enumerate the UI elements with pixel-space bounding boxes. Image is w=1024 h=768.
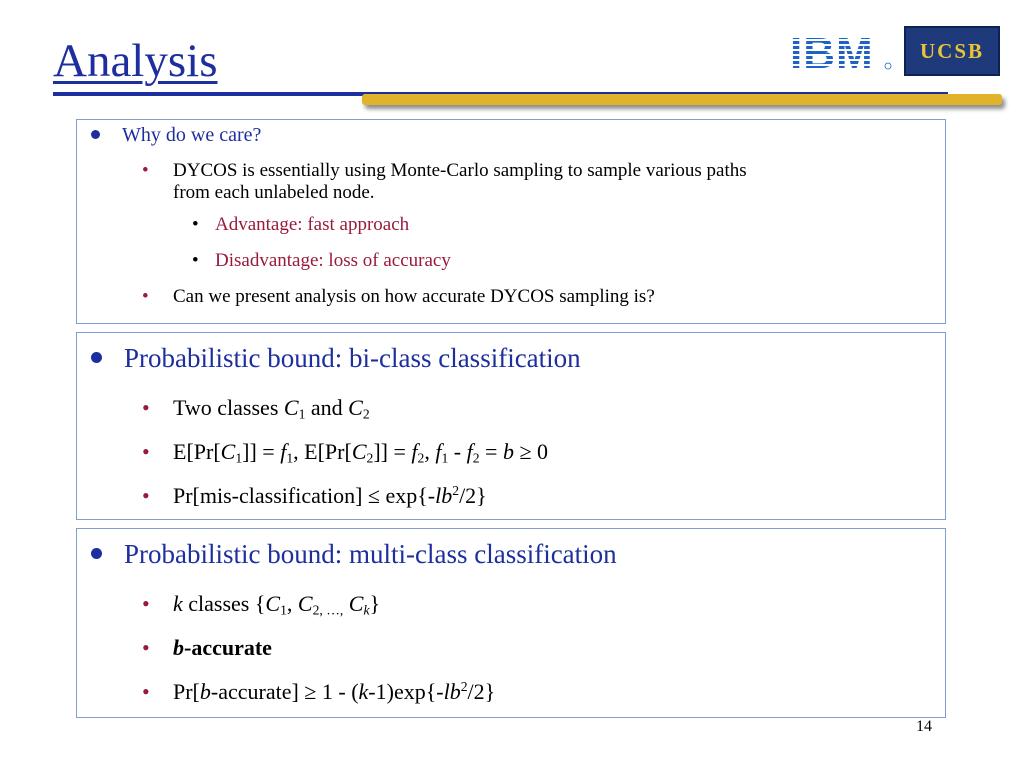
- bullet-dycos-sampling: [142, 160, 747, 204]
- misclassification-formula: Pr[mis-classification] ≤ $\exp\{-lb^2/2\}$: [173, 482, 487, 508]
- dycos-sampling-text: [173, 160, 747, 204]
- ucsb-logo-text: UCSB: [919, 38, 985, 63]
- b-accurate-formula: Pr[b-accurate] ≥ $1 - (k-1)\exp\{-lb^2/2\}$: [173, 678, 496, 704]
- slide-title: Analysis: [53, 35, 218, 87]
- multi-class-heading: Probabilistic bound: multi-class classification: [124, 539, 617, 569]
- bullet-marker: •: [192, 250, 199, 271]
- bullet-accuracy-question: [142, 286, 655, 308]
- bullet-marker: •: [142, 439, 150, 464]
- ibm-logo-text: IBM: [790, 29, 874, 76]
- expectation-formula: $E[Pr[C_1]] = f_1$, $E[Pr[C_2]] = f_2$, $f_1 - f_2 = b \ge 0$: [173, 439, 549, 466]
- bullet-misclassification: [142, 483, 487, 509]
- bullet-k-classes: [142, 591, 380, 617]
- bullet-dot: [91, 130, 100, 139]
- bullet-marker: •: [142, 160, 149, 181]
- ibm-logo: [788, 26, 894, 76]
- bullet-two-classes: [142, 395, 370, 421]
- bullet-disadvantage: [192, 250, 451, 272]
- bullet-marker: •: [192, 214, 199, 235]
- two-classes-text: Two classes $C_1$ and $C_2$: [173, 395, 370, 422]
- bullet-dot: [91, 352, 102, 363]
- accuracy-question-text: Can we present analysis on how accurate DYCOS sampling is?: [173, 286, 655, 307]
- bullet-multi-class: [91, 539, 617, 570]
- page-number: 14: [916, 718, 932, 735]
- bullet-marker: •: [142, 591, 150, 616]
- bullet-marker: •: [142, 395, 150, 420]
- multi-class-box: [76, 528, 946, 718]
- bullet-marker: •: [142, 483, 150, 508]
- bullet-why-care: [91, 124, 261, 147]
- bullet-marker: •: [142, 635, 150, 660]
- bullet-bi-class: [91, 343, 581, 374]
- advantage-text: Advantage: fast approach: [215, 214, 410, 235]
- bullet-expectation: [142, 439, 548, 465]
- k-classes-text: k classes {$C_1$, $C_{2, \dots,}$ $C_k$}: [173, 591, 381, 618]
- disadvantage-text: Disadvantage: loss of accuracy: [215, 250, 451, 271]
- b-accurate-text: b-accurate: [173, 635, 272, 660]
- why-care-heading: Why do we care?: [122, 124, 262, 146]
- bi-class-heading: Probabilistic bound: bi-class classification: [124, 343, 581, 373]
- bullet-advantage: [192, 214, 409, 236]
- title-rule-gold: [362, 94, 1002, 105]
- dycos-line2: from each unlabeled node.: [173, 182, 375, 203]
- dycos-line1: DYCOS is essentially using Monte-Carlo sampling to sample various paths: [173, 160, 747, 181]
- bullet-b-accurate: [142, 635, 272, 661]
- why-care-box: [76, 119, 946, 324]
- bi-class-box: [76, 332, 946, 520]
- ucsb-logo: [904, 26, 1000, 76]
- bullet-b-accurate-bound: [142, 679, 495, 705]
- bullet-dot: [91, 548, 102, 559]
- bullet-marker: •: [142, 286, 149, 307]
- bullet-marker: •: [142, 679, 150, 704]
